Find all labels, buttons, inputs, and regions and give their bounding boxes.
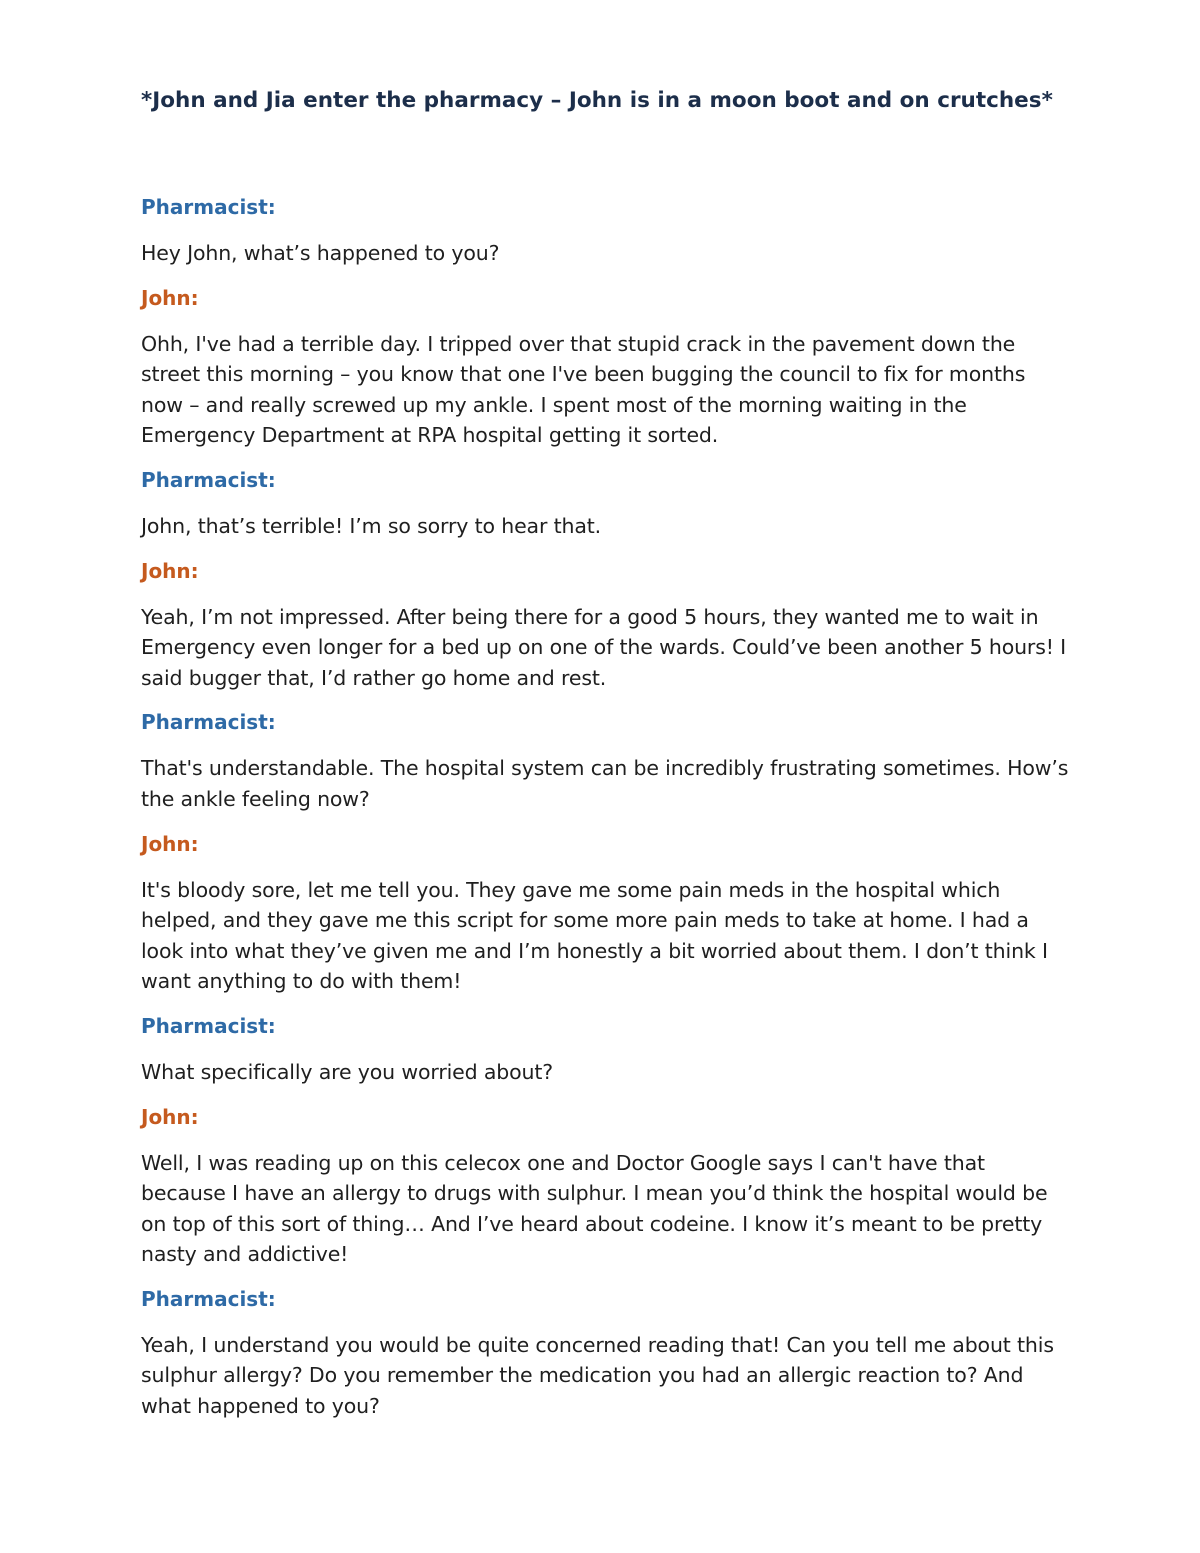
dialogue-turn (141, 1284, 1071, 1422)
dialogue-line: Well, I was reading up on this celecox one and Doctor Google says I can't have that because I have an allergy to drugs with sulphur. I mean you’d think the hospital would be on top of this sort of thing… And I’ve heard about codeine. I know it’s meant to be pretty nasty and addictive! (141, 1150, 1048, 1267)
speaker-label-john: John: (141, 285, 199, 310)
scene-title: *John and Jia enter the pharmacy – John is in a moon boot and on crutches* (141, 88, 1053, 113)
speaker-label-pharmacist: Pharmacist: (141, 195, 276, 219)
dialogue-line: Ohh, I've had a terrible day. I tripped over that stupid crack in the pavement down the street this morning – you know that one I've been bugging the council to fix for months now – and really screwed up my ankle. I spent most of the morning waiting in the Emergency Department at RPA hospital getting it sorted. (141, 331, 1026, 448)
speaker-label-john: John: (141, 1104, 199, 1129)
speaker-label-john: John: (141, 558, 199, 583)
dialogue-turn (141, 283, 1071, 451)
dialogue-turn (141, 707, 1071, 814)
dialogue-turn (141, 1102, 1071, 1270)
dialogue-turn (141, 192, 1071, 269)
speaker-label-pharmacist: Pharmacist: (141, 1286, 276, 1311)
dialogue-turn (141, 465, 1071, 542)
dialogue-line: That's understandable. The hospital system can be incredibly frustrating sometimes. How’s the ankle feeling now? (141, 756, 1069, 811)
dialogue-turn (141, 829, 1071, 997)
dialogue-line: Yeah, I’m not impressed. After being there for a good 5 hours, they wanted me to wait in Emergency even longer for a bed up on one of the wards. Could’ve been another 5 hours! I said bugger that, I’d rather go home and rest. (141, 604, 1067, 690)
dialogue-line: Hey John, what’s happened to you? (141, 241, 500, 265)
speaker-label-john: John: (141, 831, 199, 856)
speaker-label-pharmacist: Pharmacist: (141, 1013, 276, 1038)
dialogue-turn (141, 556, 1071, 694)
dialogue-line: Yeah, I understand you would be quite concerned reading that! Can you tell me about this sulphur allergy? Do you remember the medication you had an allergic reaction to? And what happened to you? (141, 1332, 1054, 1419)
dialogue-line: What specifically are you worried about? (141, 1059, 553, 1084)
dialogue-line: John, that’s terrible! I’m so sorry to hear that. (141, 513, 602, 538)
dialogue-turn (141, 1011, 1071, 1088)
document-page (141, 86, 1071, 1436)
dialogue-line: It's bloody sore, let me tell you. They gave me some pain meds in the hospital which helped, and they gave me this script for some more pain meds to take at home. I had a look into what they’ve given me and I’m honestly a bit worried about them. I don’t think I want anything to do with them! (141, 877, 1048, 994)
speaker-label-pharmacist: Pharmacist: (141, 467, 276, 492)
speaker-label-pharmacist: Pharmacist: (141, 710, 276, 735)
